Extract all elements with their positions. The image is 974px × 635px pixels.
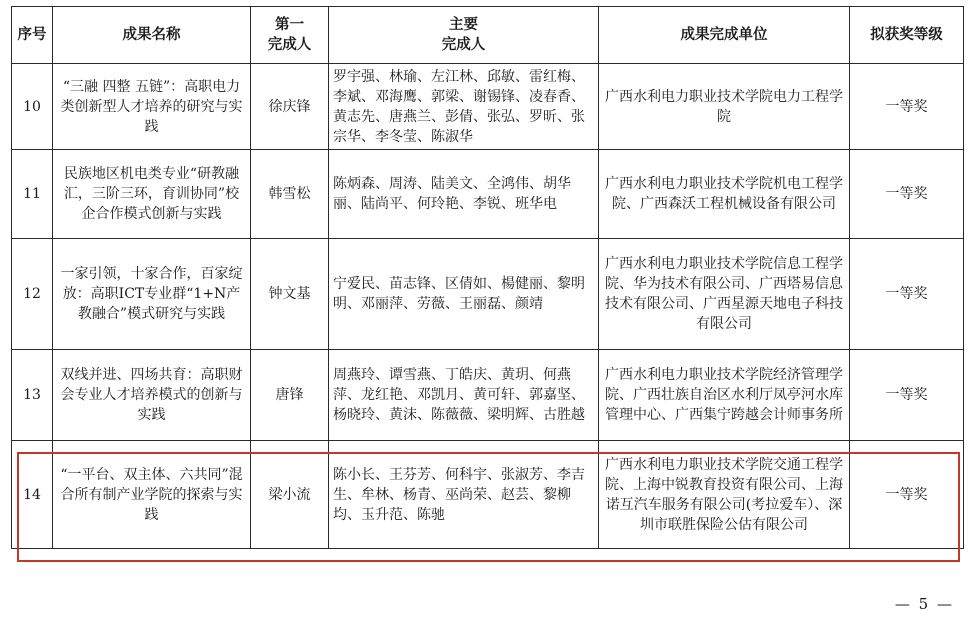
row-unit: 广西水利电力职业技术学院交通工程学院、上海中锐教育投资有限公司、上海诺互汽车服务有限公司(考拉爱车）、深圳市联胜保险公估有限公司 <box>599 441 850 549</box>
row-main: 陈小长、王芬芳、何科宇、张淑芳、李吉生、牟林、杨青、巫尚荣、赵芸、黎柳均、玉升范、陈驰 <box>329 441 599 549</box>
row-name: “三融 四整 五链”：高职电力类创新型人才培养的研究与实践 <box>53 64 251 150</box>
row-level: 一等奖 <box>850 441 964 549</box>
row-unit: 广西水利电力职业技术学院电力工程学院 <box>599 64 850 150</box>
row-name: 民族地区机电类专业“研教融汇，三阶三环，育训协同”校企合作模式创新与实践 <box>53 150 251 239</box>
row-first: 唐锋 <box>251 350 329 441</box>
row-unit: 广西水利电力职业技术学院经济管理学院、广西壮族自治区水利厅凤亭河水库管理中心、广西集宁跨越会计师事务所 <box>599 350 850 441</box>
row-index: 14 <box>12 441 53 549</box>
table-row <box>12 350 964 441</box>
header-level: 拟获奖等级 <box>850 7 964 64</box>
row-name: “一平台、双主体、六共同”混合所有制产业学院的探索与实践 <box>53 441 251 549</box>
header-first-line2: 完成人 <box>267 36 312 53</box>
header-main-line1: 主要 <box>449 16 478 33</box>
row-main: 宁爱民、苗志锋、区倩如、楊健丽、黎明明、邓丽萍、劳薇、王丽磊、颜靖 <box>329 239 599 350</box>
row-level: 一等奖 <box>850 239 964 350</box>
row-first: 韩雪松 <box>251 150 329 239</box>
row-main: 罗宇强、林瑜、左江林、邱敏、雷红梅、李斌、邓海鹰、郭梁、谢锡锋、凌春香、黄志先、唐燕兰、彭倩、张弘、罗昕、张宗华、李冬莹、陈淑华 <box>329 64 599 150</box>
header-index: 序号 <box>12 7 53 64</box>
header-first-line1: 第一 <box>275 16 304 33</box>
row-index: 11 <box>12 150 53 239</box>
row-first: 钟文基 <box>251 239 329 350</box>
awards-table <box>11 6 964 549</box>
header-unit: 成果完成单位 <box>599 7 850 64</box>
row-main: 周燕玲、谭雪燕、丁皓庆、黄玥、何燕萍、龙红艳、邓凯月、黄可轩、郭嘉坚、杨晓玲、黄沫、陈薇薇、梁明辉、古胜越 <box>329 350 599 441</box>
row-first: 徐庆锋 <box>251 64 329 150</box>
table-row <box>12 150 964 239</box>
row-unit: 广西水利电力职业技术学院机电工程学院、广西森沃工程机械设备有限公司 <box>599 150 850 239</box>
row-level: 一等奖 <box>850 150 964 239</box>
header-main-line2: 完成人 <box>441 36 486 53</box>
row-index: 13 <box>12 350 53 441</box>
row-level: 一等奖 <box>850 64 964 150</box>
row-name: 一家引领，十家合作，百家绽放：高职ICT专业群“1+N产教融合”模式研究与实践 <box>53 239 251 350</box>
row-first: 梁小流 <box>251 441 329 549</box>
header-row <box>12 7 964 64</box>
header-first <box>251 7 329 64</box>
row-name: 双线并进、四场共育：高职财会专业人才培养模式的创新与实践 <box>53 350 251 441</box>
row-index: 12 <box>12 239 53 350</box>
header-name: 成果名称 <box>53 7 251 64</box>
page-number: — 5 — <box>894 595 954 613</box>
table-row <box>12 441 964 549</box>
row-main: 陈炳森、周涛、陆美文、全鸿伟、胡华丽、陆尚平、何玲艳、李锐、班华电 <box>329 150 599 239</box>
row-level: 一等奖 <box>850 350 964 441</box>
row-unit: 广西水利电力职业技术学院信息工程学院、华为技术有限公司、广西塔易信息技术有限公司、广西星源天地电子科技有限公司 <box>599 239 850 350</box>
row-index: 10 <box>12 64 53 150</box>
table-row <box>12 239 964 350</box>
header-main <box>329 7 599 64</box>
table-row <box>12 64 964 150</box>
